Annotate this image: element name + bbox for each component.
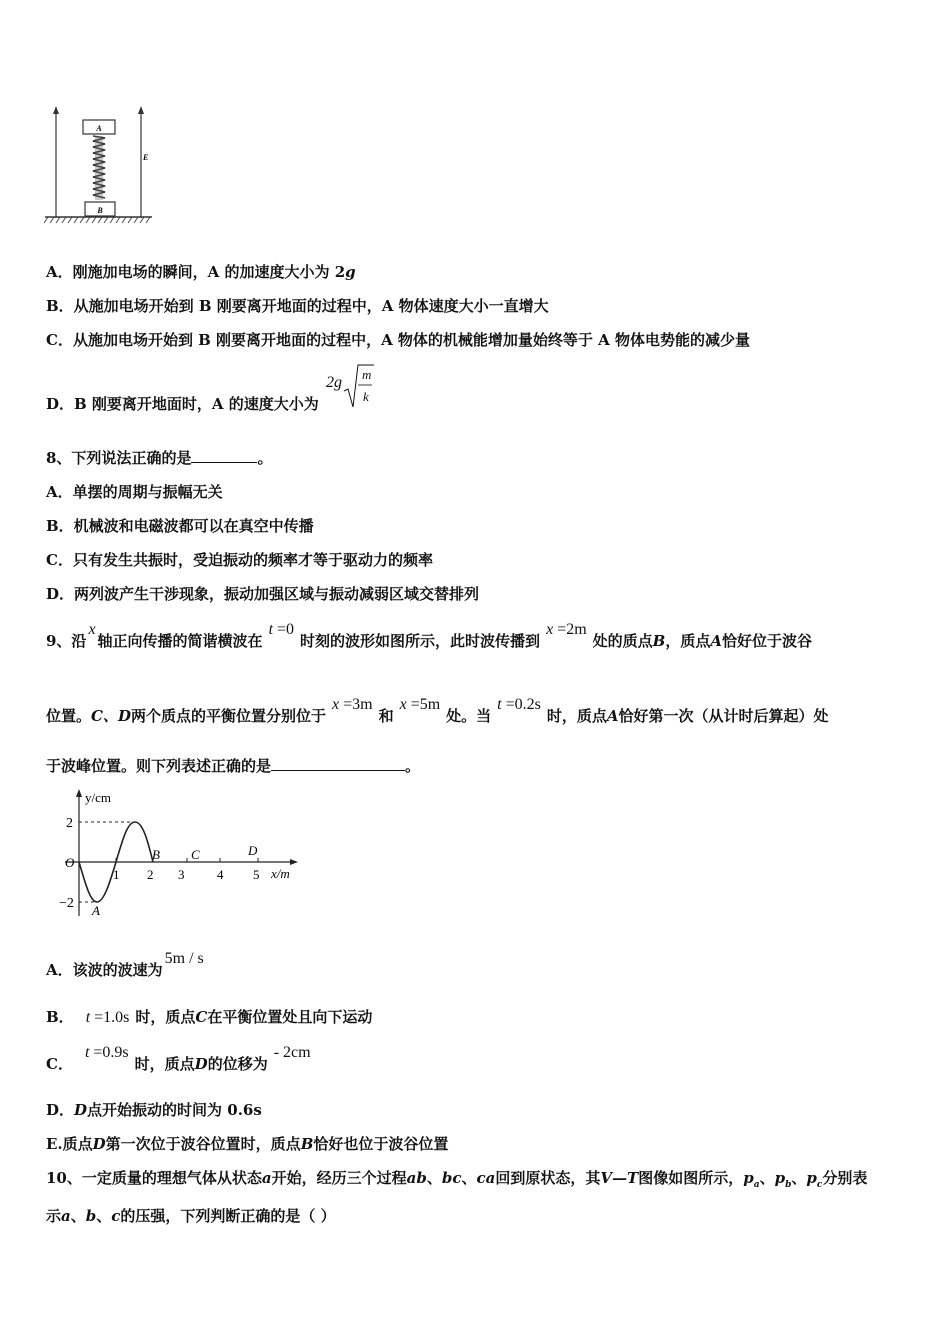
q8-option-d: D．两列波产生干涉现象，振动加强区域与振动减弱区域交替排列 xyxy=(46,585,480,603)
x-axis-label: x/m xyxy=(271,866,290,881)
q9-l3-text: 于波峰位置。则下列表述正确的是 xyxy=(46,757,272,775)
q8-option-a: A．单摆的周期与振幅无关 xyxy=(46,483,223,501)
q9-l1-point-a: A xyxy=(710,632,722,650)
q10-l2-a: a xyxy=(61,1207,71,1225)
q7-option-a-num: 2 xyxy=(334,263,346,281)
q10-l1-ab: ab xyxy=(406,1169,427,1187)
q10-l1-text1: 10、一定质量的理想气体从状态 xyxy=(46,1169,262,1187)
x-tick-2: 2 xyxy=(147,867,154,882)
x-tick-5: 5 xyxy=(253,867,260,882)
sqrt-formula xyxy=(324,367,372,409)
q9-l2-math-x3: x =3m xyxy=(331,696,373,713)
q7-option-d-text: D．B 刚要离开地面时，A 的速度大小为 xyxy=(46,395,319,413)
q9-option-d-text: 点开始振动的时间为 0.6s xyxy=(87,1101,262,1119)
q9-option-c-text2: 的位移为 xyxy=(207,1055,268,1073)
q9-option-c-math2: - 2cm xyxy=(273,1044,311,1061)
q9-l1-text3: 时刻的波形如图所示，此时波传播到 xyxy=(300,632,541,650)
q10-l2-text1: 示 xyxy=(46,1207,62,1225)
q9-l2-points-cd: C、D xyxy=(91,707,131,725)
x-tick-1: 1 xyxy=(113,867,120,882)
block-b-label: B xyxy=(97,206,103,215)
q9-option-e-text1: E.质点 xyxy=(46,1135,93,1153)
q10-l1-vt: V—T xyxy=(600,1169,639,1187)
q9-option-c-math: t =0.9s xyxy=(84,1044,129,1061)
q9-option-b xyxy=(46,1007,372,1028)
q7-option-d xyxy=(46,367,372,414)
q10-l1-pa: $p_a$ xyxy=(743,1169,760,1190)
q7-option-a-var: g xyxy=(345,263,356,281)
q10-l1-text4: 图像如图所示， xyxy=(638,1169,744,1187)
q9-option-b-math: t =1.0s xyxy=(85,1009,130,1026)
q9-l2-point-a: A xyxy=(606,707,619,725)
q9-l2-text3: 和 xyxy=(378,707,394,725)
q9-option-b-text2: 在平衡位置处且向下运动 xyxy=(207,1008,373,1026)
q9-option-a-text: A．该波的波速为 xyxy=(46,961,163,979)
q9-option-d xyxy=(46,1100,262,1120)
sqrt-denominator: k xyxy=(363,389,369,404)
q9-option-e-text2: 第一次位于波谷位置时，质点 xyxy=(105,1135,301,1153)
q9-stem-line3 xyxy=(46,756,420,776)
q9-option-b-pre: B． xyxy=(46,1008,74,1026)
q8-option-b: B．机械波和电磁波都可以在真空中传播 xyxy=(46,517,314,535)
q9-l1-text5: ，质点 xyxy=(665,632,711,650)
q9-option-d-var: D xyxy=(74,1101,88,1119)
q9-option-e-text3: 恰好也位于波谷位置 xyxy=(313,1135,449,1153)
y-tick-2: 2 xyxy=(66,816,73,831)
q9-l2-text2: 两个质点的平衡位置分别位于 xyxy=(130,707,326,725)
q9-l2-math-x5: x =5m xyxy=(399,696,441,713)
q10-l1-pc: $p_c$ xyxy=(806,1169,823,1190)
q8-stem xyxy=(46,448,272,468)
q10-l1-sep3: 、 xyxy=(759,1169,775,1187)
origin-label: O xyxy=(65,855,75,870)
q9-option-c-var: D xyxy=(194,1055,208,1073)
q9-stem-line2 xyxy=(46,696,829,727)
q10-l2-sep1: 、 xyxy=(70,1207,86,1225)
sqrt-numerator: m xyxy=(362,367,372,382)
q7-option-a xyxy=(46,262,356,282)
q8-stem-text: 8、下列说法正确的是 xyxy=(46,449,192,467)
point-d-label: D xyxy=(248,843,258,858)
x-tick-4: 4 xyxy=(217,867,224,882)
q10-stem-line2 xyxy=(46,1206,336,1226)
q9-l2-math-t02: t =0.2s xyxy=(497,696,541,713)
q9-option-c xyxy=(46,1044,311,1075)
q10-l2-b: b xyxy=(85,1207,97,1225)
q9-option-c-text1: 时，质点 xyxy=(134,1055,195,1073)
q9-l1-math-t0: t =0 xyxy=(268,621,295,638)
q10-l2-sep2: 、 xyxy=(96,1207,112,1225)
q10-l1-a: a xyxy=(261,1169,272,1187)
q9-l1-text2: 轴正向传播的简谐横波在 xyxy=(97,632,263,650)
wave-graph xyxy=(55,786,305,921)
q10-l1-ca: ca xyxy=(476,1169,496,1187)
x-tick-3: 3 xyxy=(178,867,185,882)
q9-option-b-text1: 时，质点 xyxy=(135,1008,196,1026)
q9-l1-point-b: B xyxy=(652,632,666,650)
q9-l2-text5: 时，质点 xyxy=(546,707,607,725)
q10-l1-sep1: 、 xyxy=(426,1169,442,1187)
q9-option-c-pre: C． xyxy=(46,1055,73,1073)
q7-option-a-text: A．刚施加电场的瞬间，A 的加速度大小为 xyxy=(46,263,335,281)
point-a-label: A xyxy=(92,903,100,918)
q10-l1-text3: 回到原状态，其 xyxy=(495,1169,601,1187)
q9-l3-end: 。 xyxy=(405,757,421,775)
q10-l1-bc: bc xyxy=(441,1169,462,1187)
q10-l1-sep4: 、 xyxy=(791,1169,807,1187)
q10-l1-sep2: 、 xyxy=(461,1169,477,1187)
q10-l2-text2: 的压强，下列判断正确的是（ ） xyxy=(120,1207,336,1225)
q10-l1-pb: $p_b$ xyxy=(774,1169,792,1190)
block-a-label: A xyxy=(96,124,102,133)
y-tick-neg2: −2 xyxy=(59,896,74,911)
q9-stem-line1 xyxy=(46,621,813,652)
q9-l1-text6: 恰好位于波谷 xyxy=(722,632,813,650)
q8-option-c: C．只有发生共振时，受迫振动的频率才等于驱动力的频率 xyxy=(46,551,433,569)
q7-option-c: C．从施加电场开始到 B 刚要离开地面的过程中，A 物体的机械能增加量始终等于 A 物体电势能的减少量 xyxy=(46,331,751,349)
q9-option-e-var2: B xyxy=(300,1135,314,1153)
q8-stem-end: 。 xyxy=(257,449,273,467)
q10-l1-text5: 分别表 xyxy=(822,1169,868,1187)
q9-option-e xyxy=(46,1134,448,1154)
point-c-label: C xyxy=(191,847,200,862)
q10-l1-text2: 开始，经历三个过程 xyxy=(271,1169,407,1187)
q9-l1-text4: 处的质点 xyxy=(592,632,653,650)
q9-option-a-math: 5m / s xyxy=(164,950,204,967)
q8-answer-blank[interactable] xyxy=(191,448,257,463)
point-b-label: B xyxy=(152,847,160,862)
field-e-label: E xyxy=(143,153,149,162)
q10-l2-c: c xyxy=(111,1207,121,1225)
q9-answer-blank[interactable] xyxy=(271,756,405,771)
q9-l2-text4: 处。当 xyxy=(446,707,492,725)
q9-l1-text1: 9、沿 xyxy=(46,632,87,650)
q10-stem-line1 xyxy=(46,1168,867,1195)
q9-l1-math-x: x xyxy=(88,621,96,638)
q9-option-b-var: C xyxy=(195,1008,208,1026)
q9-l2-text1: 位置。 xyxy=(46,707,92,725)
q9-option-d-pre: D． xyxy=(46,1101,75,1119)
q9-option-e-var1: D xyxy=(92,1135,106,1153)
q7-option-b: B．从施加电场开始到 B 刚要离开地面的过程中，A 物体速度大小一直增大 xyxy=(46,297,549,315)
q9-l1-math-x2: x =2m xyxy=(546,621,587,638)
q9-option-a xyxy=(46,950,204,981)
sqrt-coef: 2g xyxy=(326,374,343,391)
spring-blocks-figure xyxy=(40,100,160,230)
y-axis-label: y/cm xyxy=(85,790,111,805)
q9-l2-text6: 恰好第一次（从计时后算起）处 xyxy=(618,707,829,725)
